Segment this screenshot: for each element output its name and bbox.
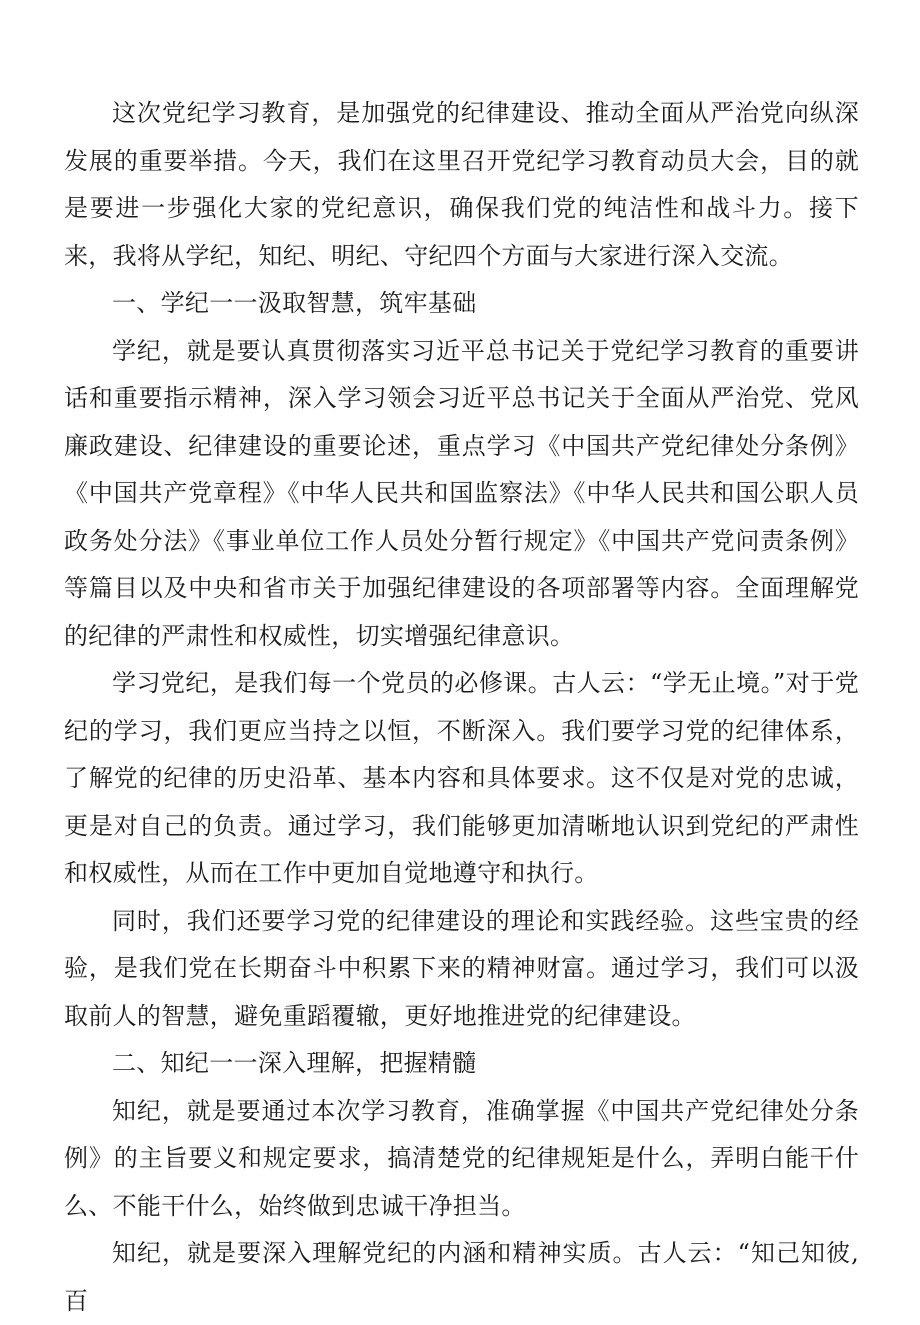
section-heading-1: 一、学纪一一汲取智慧，筑牢基础 (112, 289, 477, 317)
document-body (64, 90, 859, 1325)
section-heading-2: 二、知纪一一深入理解，把握精髓 (112, 1049, 477, 1077)
paragraph-know-discipline: 知纪，就是要通过本次学习教育，准确掌握《中国共产党纪律处分条例》的主旨要义和规定要求，搞清楚党的纪律规矩是什么，弄明白能干什么、不能干什么，始终做到忠诚干净担当。 (64, 1096, 859, 1220)
paragraph-theory-practice: 同时，我们还要学习党的纪律建设的理论和实践经验。这些宝贵的经验，是我们党在长期奋斗中积累下来的精神财富。通过学习，我们可以汲取前人的智慧，避免重蹈覆辙，更好地推进党的纪律建设。 (64, 906, 859, 1030)
paragraph-know-discipline-essence: 知纪，就是要深入理解党纪的内涵和精神实质。古人云：“知己知彼,百 (64, 1239, 859, 1315)
paragraph-intro: 这次党纪学习教育，是加强党的纪律建设、推动全面从严治党向纵深发展的重要举措。今天，我们在这里召开党纪学习教育动员大会，目的就是要进一步强化大家的党纪意识，确保我们党的纯洁性和战斗力。接下来，我将从学纪，知纪、明纪、守纪四个方面与大家进行深入交流。 (64, 99, 859, 270)
paragraph-study-discipline: 学纪，就是要认真贯彻落实习近平总书记关于党纪学习教育的重要讲话和重要指示精神，深入学习领会习近平总书记关于全面从严治党、党风廉政建设、纪律建设的重要论述，重点学习《中国共产党纪律处分条例》《中国共产党章程》《中华人民共和国监察法》《中华人民共和国公职人员政务处分法》《事业单位工作人员处分暂行规定》《中国共产党问责条例》等篇目以及中央和省市关于加强纪律建设的各项部署等内容。全面理解党的纪律的严肃性和权威性，切实增强纪律意识。 (64, 336, 859, 650)
paragraph-learning-party-discipline: 学习党纪，是我们每一个党员的必修课。古人云：“学无止境。”对于党纪的学习，我们更应当持之以恒，不断深入。我们要学习党的纪律体系，了解党的纪律的历史沿革、基本内容和具体要求。这不仅是对党的忠诚，更是对自己的负责。通过学习，我们能够更加清晰地认识到党纪的严肃性和权威性，从而在工作中更加自觉地遵守和执行。 (64, 669, 859, 887)
